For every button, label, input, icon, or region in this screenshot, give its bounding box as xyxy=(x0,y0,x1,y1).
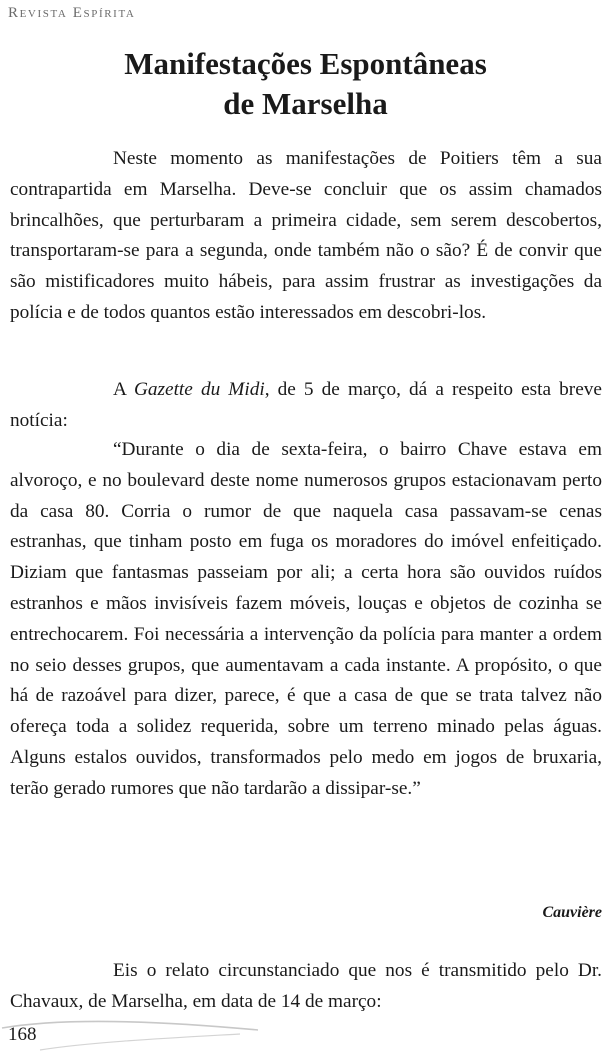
paragraph-1: Neste momento as manifestações de Poitiers têm a sua contrapartida em Marselha. Deve-se concluir que os assim chamados brincalhões, que perturbaram a primeira cidade, sem serem descobertos, transportaram-se para a segunda, onde também não o são? É de convir que são mistificadores muito hábeis, para assim frustrar as investigações da polícia e de todos quantos estão interessados em descobri-los. xyxy=(10,148,602,323)
gazette-title: Gazette du Midi xyxy=(133,379,265,400)
paragraph-2-end: , de 5 de março, dá a respeito esta breve notícia: xyxy=(10,379,602,431)
signature: Cauvière xyxy=(542,904,602,921)
title-line-2: de Marselha xyxy=(223,86,388,121)
title-line-1: Manifestações Espontâneas xyxy=(124,46,487,81)
page-number: 168 xyxy=(8,1024,37,1045)
ornament-curve-1 xyxy=(2,1021,258,1030)
footer-ornament xyxy=(0,1016,260,1053)
page-title xyxy=(0,44,611,124)
paragraph-2-start: A xyxy=(113,379,134,400)
quoted-news: “Durante o dia de sexta-feira, o bairro Chave estava em alvoroço, e no boulevard deste nome numerosos grupos estacionavam perto da casa 80. Corria o rumor de que naquela casa passavam-se cenas estranhas, que tinham posto em fuga os moradores do imóvel enfeitiçado. Diziam que fantasmas passeiam por ali; a certa hora são ouvidos ruídos estranhos e mãos invisíveis fazem móveis, louças e objetos de cozinha se entrechocarem. Foi necessária a intervenção da polícia para manter a ordem no seio desses grupos, que aumentavam a cada instante. A propósito, o que há de razoável para dizer, parece, é que a casa de que se trata talvez não ofereça toda a solidez requerida, sobre um terreno minado pelas águas. Alguns estalos ouvidos, transformados pelo medo em jogos de bruxaria, terão gerado rumores que não tardarão a dissipar-se.” xyxy=(10,439,602,799)
paragraph-2 xyxy=(10,375,602,437)
running-header: Revista Espírita xyxy=(8,5,136,21)
ornament-curve-2 xyxy=(40,1034,240,1050)
paragraph-4: Eis o relato circunstanciado que nos é transmitido pelo Dr. Chavaux, de Marselha, em data de 14 de março: xyxy=(10,960,602,1012)
